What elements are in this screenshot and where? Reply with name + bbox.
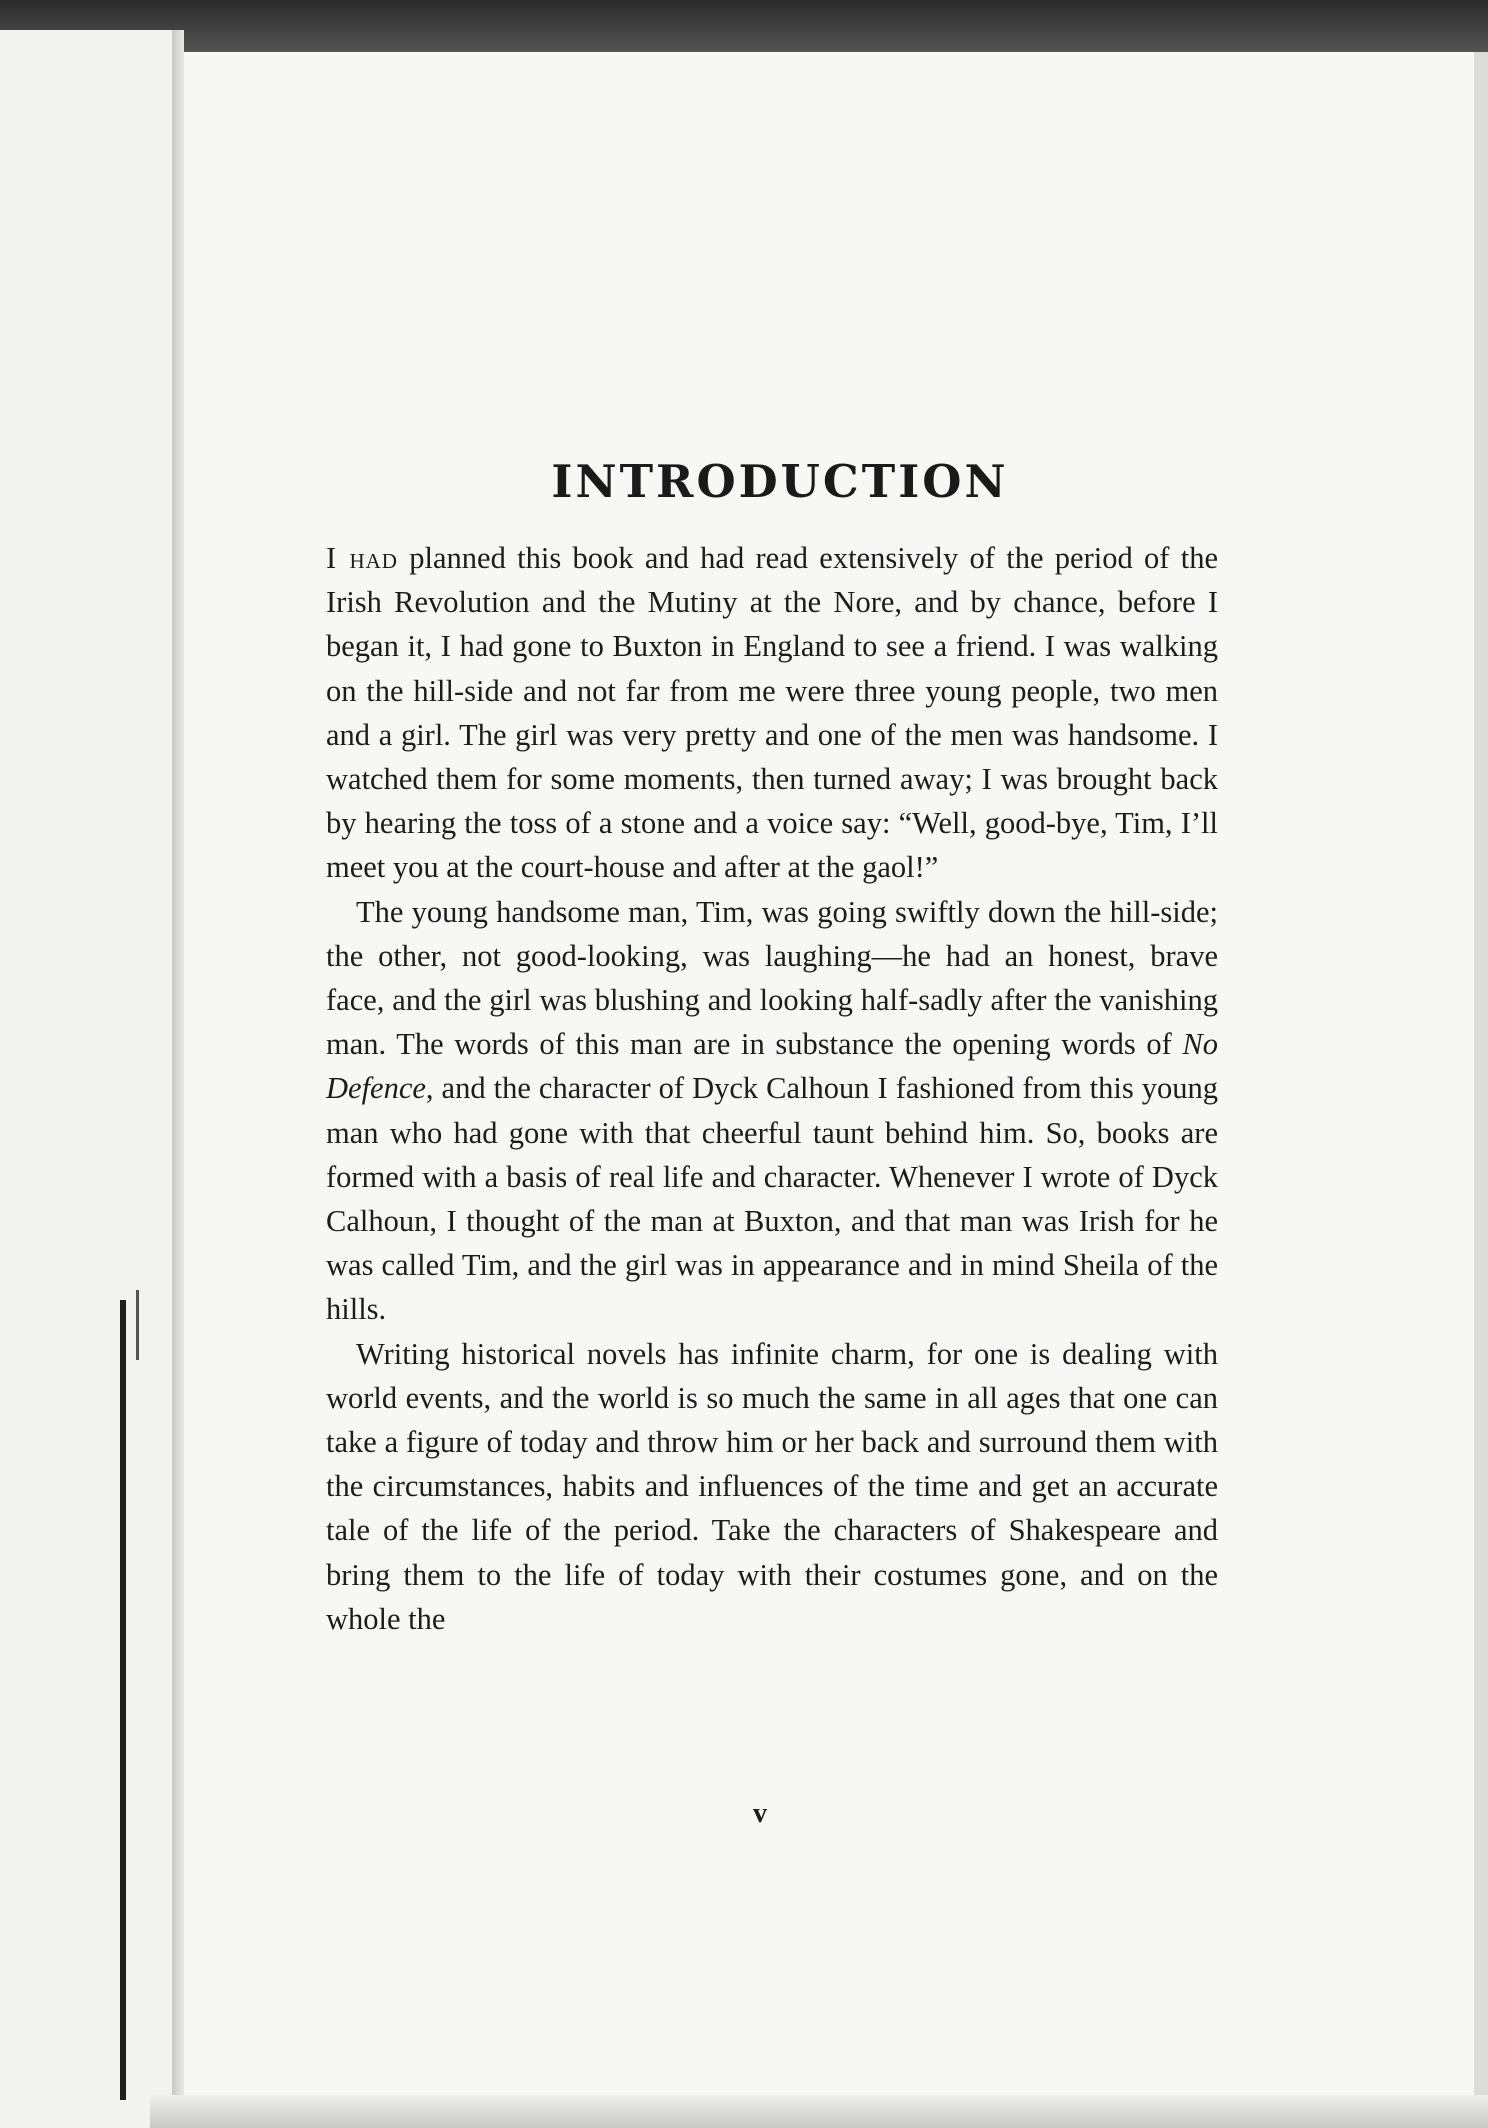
paragraph-3-text: Writing historical novels has infinite charm, for one is dealing with world events, and the world is so much the same in all ages that one can take a figure of today and throw him or her back and surround them with the circumstances, habits and influences of the time and get an accurate tale of the life of the period. Take the characters of Shakespeare and bring them to the life of today with their costumes gone, and on the whole the xyxy=(326,1336,1218,1636)
scan-top-shadow xyxy=(0,0,1488,60)
paragraph-1-text: planned this book and had read extensively of the period of the Irish Revolution and the Mutiny at the Nore, and by chance, before I began it, I had gone to Buxton in England to see a friend. I was walking on the hill-side and not far from me were three young people, two men and a girl. The girl was very pretty and one of the men was handsome. I watched them for some moments, then turned away; I was brought back by hearing the toss of a stone and a voice say: “Well, good-bye, Tim, I’ll meet you at the court-house and after at the gaol!” xyxy=(326,541,1218,885)
book-gutter xyxy=(172,30,184,2128)
facing-page-mark xyxy=(136,1290,139,1360)
paragraph-1 xyxy=(326,536,1218,890)
drop-lead: I had xyxy=(326,541,398,575)
facing-page-edge-rule xyxy=(120,1300,126,2100)
paragraph-2 xyxy=(326,890,1218,1332)
paragraph-2-text-start: The young handsome man, Tim, was going swiftly down the hill-side; the other, not good-looking, was laughing—he had an honest, brave face, and the girl was blushing and looking half-sadly after the vanishing man. The words of this man are in substance the opening words of xyxy=(326,894,1218,1062)
page-fore-edge xyxy=(1474,52,1488,2128)
paragraph-3 xyxy=(326,1332,1218,1641)
page-number: v xyxy=(753,1798,767,1829)
body-text xyxy=(326,536,1218,1641)
facing-page xyxy=(0,30,172,2128)
page-title: INTRODUCTION xyxy=(551,455,1009,508)
paragraph-2-text-end: , and the character of Dyck Calhoun I fashioned from this young man who had gone with that cheerful taunt behind him. So, books are formed with a basis of real life and character. Whenever I wrote of Dyck Calhoun, I thought of the man at Buxton, and that man was Irish for he was called Tim, and the girl was in appearance and in mind Sheila of the hills. xyxy=(326,1071,1218,1327)
book-title-italic: No Defence xyxy=(326,1027,1218,1106)
page-bottom-edge xyxy=(150,2095,1488,2128)
